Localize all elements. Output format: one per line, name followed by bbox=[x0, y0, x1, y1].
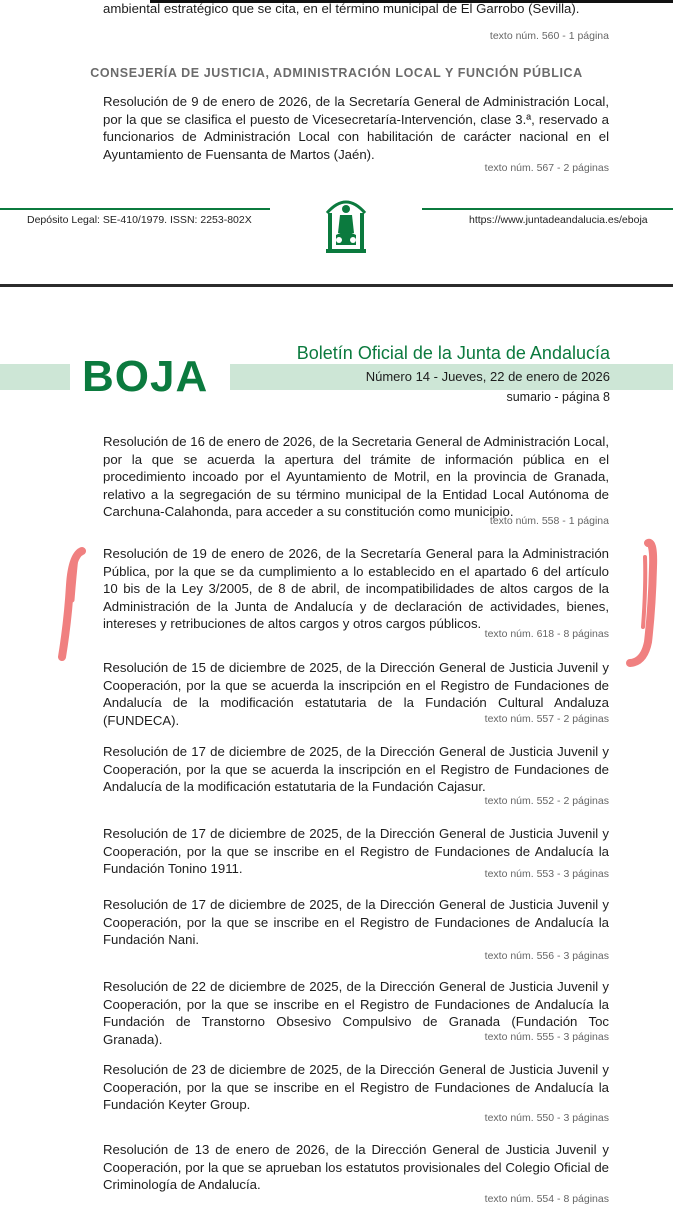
prev-tail-ref: texto núm. 560 - 1 página bbox=[489, 30, 609, 42]
prev-tail-text: ambiental estratégico que se cita, en el término municipal de El Garrobo (Sevilla). bbox=[103, 1, 580, 16]
entry-ref: texto núm. 554 - 8 páginas bbox=[484, 1193, 609, 1205]
entry-ref: texto núm. 555 - 3 páginas bbox=[484, 1031, 609, 1043]
highlight-mark-left bbox=[50, 545, 90, 665]
header-band-left bbox=[0, 364, 70, 390]
header-issue: Número 14 - Jueves, 22 de enero de 2026 bbox=[365, 369, 610, 384]
entry-text: Resolución de 16 de enero de 2026, de la Secretaria General de Administración Local, por la que se acuerda la apertura del trámite de información pública en el procedimiento incoado por el Ayuntamiento de Motril, en la provincia de Granada, relativo a la segregación de su término municipal de la Entidad Local Autónoma de Carchuna-Calahonda, para acceder a su constitución como municipio. bbox=[103, 434, 609, 519]
footer-green-line-left bbox=[0, 208, 270, 210]
entry-text: Resolución de 19 de enero de 2026, de la Secretaría General para la Administración Pública, por la que se da cumplimiento a lo establecido en el apartado 6 del artículo 10 bis de la Ley 3/2005, de 8 de abril, de incompatibilidades de altos cargos de la Administración de la Junta de Andalucía y de declaración de actividades, bienes, intereses y retribuciones de altos cargos y otros cargos públicos. bbox=[103, 546, 609, 631]
entry-ref: texto núm. 558 - 1 página bbox=[489, 515, 609, 527]
highlight-mark-right bbox=[618, 537, 663, 672]
entry-text: Resolución de 22 de diciembre de 2025, de la Dirección General de Justicia Juvenil y Cooperación, por la que se inscribe en el Registro de Fundaciones de Andalucía la Fundación de Transtorno Obsesivo Compulsivo de Granada (Fundación Toc Granada). bbox=[103, 979, 609, 1047]
header-title: Boletín Oficial de la Junta de Andalucía bbox=[296, 343, 610, 363]
footer-green-line-right bbox=[422, 208, 673, 210]
entry-ref: texto núm. 557 - 2 páginas bbox=[484, 713, 609, 725]
entry-ref: texto núm. 553 - 3 páginas bbox=[484, 868, 609, 880]
entry-ref: texto núm. 552 - 2 páginas bbox=[484, 795, 609, 807]
prev-entry-text: Resolución de 9 de enero de 2026, de la Secretaría General de Administración Local, por la que se clasifica el puesto de Vicesecretaría-Intervención, clase 3.ª, reservado a funcionarios de Administración Local con habilitación de carácter nacional en el Ayuntamiento de Fuensanta de Martos (Jaén). bbox=[103, 94, 609, 162]
entry-text: Resolución de 17 de diciembre de 2025, de la Dirección General de Justicia Juvenil y Cooperación, por la que se inscribe en el Registro de Fundaciones de Andalucía la Fundación Nani. bbox=[103, 897, 609, 947]
entry-text: Resolución de 15 de diciembre de 2025, de la Dirección General de Justicia Juvenil y Cooperación, por la que se acuerda la inscripción en el Registro de Fundaciones de Andalucía de la modificación estatutaria de la Fundación Cultural Andaluza (FUNDECA). bbox=[103, 660, 609, 728]
junta-andalucia-emblem-icon bbox=[324, 193, 368, 255]
footer-legal: Depósito Legal: SE-410/1979. ISSN: 2253-802X bbox=[27, 214, 252, 226]
header-page: sumario - página 8 bbox=[506, 390, 610, 404]
entry-text: Resolución de 17 de diciembre de 2025, de la Dirección General de Justicia Juvenil y Cooperación, por la que se inscribe en el Registro de Fundaciones de Andalucía la Fundación Tonino 1911. bbox=[103, 826, 609, 876]
entry-text: Resolución de 17 de diciembre de 2025, de la Dirección General de Justicia Juvenil y Cooperación, por la que se acuerda la inscripción en el Registro de Fundaciones de Andalucía de la modificación estatutaria de la Fundación Cajasur. bbox=[103, 744, 609, 794]
section-title: CONSEJERÍA DE JUSTICIA, ADMINISTRACIÓN LOCAL Y FUNCIÓN PÚBLICA bbox=[90, 66, 583, 80]
boja-logo: BOJA bbox=[82, 352, 209, 401]
entry-ref: texto núm. 556 - 3 páginas bbox=[484, 950, 609, 962]
prev-entry-ref: texto núm. 567 - 2 páginas bbox=[484, 162, 609, 174]
entry-text: Resolución de 23 de diciembre de 2025, de la Dirección General de Justicia Juvenil y Cooperación, por la que se inscribe en el Registro de Fundaciones de Andalucía la Fundación Keyter Group. bbox=[103, 1062, 609, 1112]
footer-url-link[interactable]: https://www.juntadeandalucia.es/eboja bbox=[469, 214, 648, 226]
page-divider bbox=[0, 284, 673, 287]
entry-ref: texto núm. 618 - 8 páginas bbox=[484, 628, 609, 640]
entry-text: Resolución de 13 de enero de 2026, de la Dirección General de Justicia Juvenil y Cooperación, por la que se aprueban los estatutos provisionales del Colegio Oficial de Criminología de Andalucía. bbox=[103, 1142, 609, 1192]
entry-ref: texto núm. 550 - 3 páginas bbox=[484, 1112, 609, 1124]
